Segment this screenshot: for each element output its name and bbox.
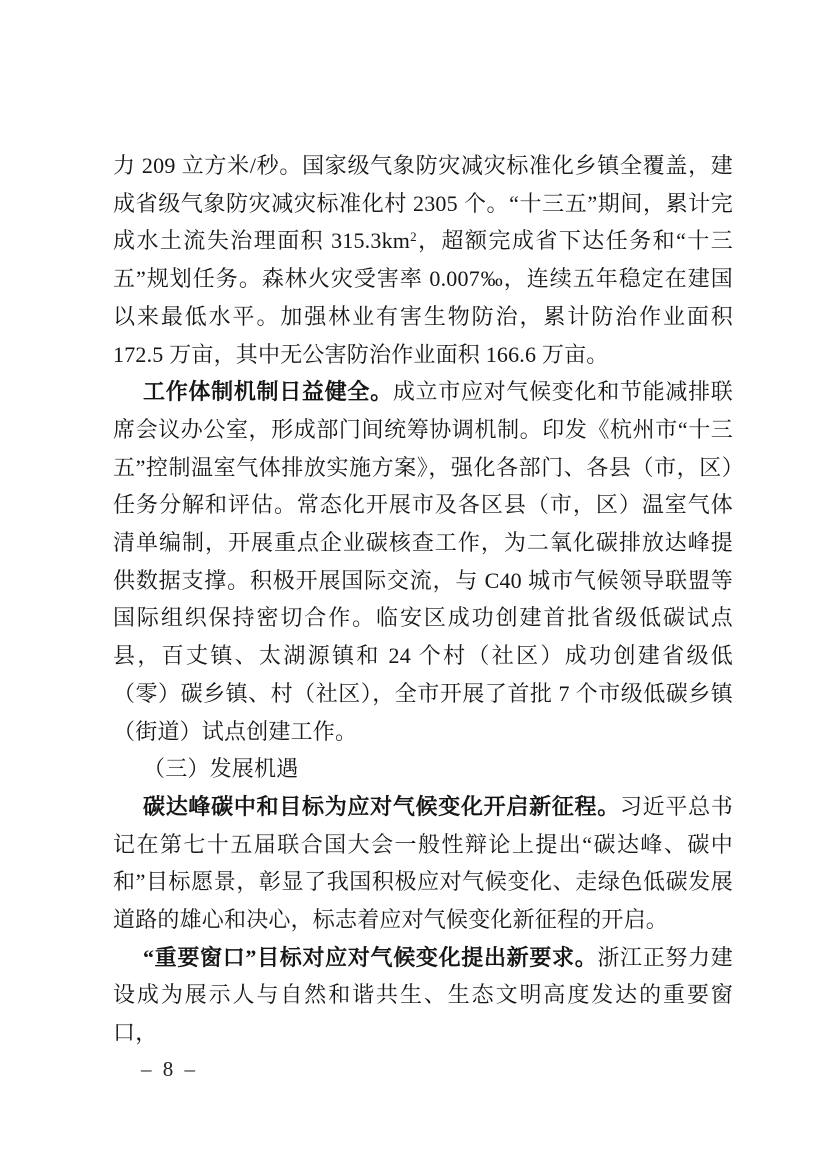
superscript-2: 2: [410, 229, 417, 245]
page-number: – 8 –: [141, 1057, 198, 1081]
paragraph-important-window: [113, 939, 733, 1052]
paragraph-work-mechanism: [113, 373, 733, 750]
bold-lead-sentence: 工作体制机制日益健全。: [143, 379, 393, 405]
paragraph-achievements: [113, 147, 733, 373]
heading-development-opportunities: [113, 750, 733, 788]
paragraph-text: 习近平总书记在第七十五届联合国大会一般性辩论上提出“碳达峰、碳中和”目标愿景，彰显了我国积极应对气候变化、走绿色低碳发展道路的雄心和决心，标志着应对气候变化新征程的开启。: [113, 793, 733, 933]
bold-lead-sentence: “重要窗口”目标对应对气候变化提出新要求。: [143, 944, 598, 970]
paragraph-text: 力 209 立方米/秒。国家级气象防灾减灾标准化乡镇全覆盖，建成省级气象防灾减灾标准化村 2305 个。“十三五”期间，累计完成水土流失治理面积 315.3km: [113, 153, 733, 254]
heading-text: （三）发展机遇: [143, 756, 299, 782]
bold-lead-sentence: 碳达峰碳中和目标为应对气候变化开启新征程。: [143, 793, 620, 819]
paragraph-text: 浙江正努力建设成为展示人与自然和谐共生、生态文明高度发达的重要窗口，: [113, 944, 733, 1046]
paragraph-text: 成立市应对气候变化和节能减排联席会议办公室，形成部门间统筹协调机制。印发《杭州市“十三五”控制温室气体排放实施方案》，强化各部门、各县（市，区）任务分解和评估。常态化开展市及各区县（市，区）温室气体清单编制，开展重点企业碳核查工作，为二氧化碳排放达峰提供数据支撑。积极开展国际交流，与 C40 城市气候领导联盟等国际组织保持密切合作。临安区成功创建首批省级低碳试点县，百丈镇、太湖源镇和 24 个村（社区）成功创建省级低（零）碳乡镇、村（社区），全市开展了首批 7 个市级低碳乡镇（街道）试点创建工作。: [113, 379, 733, 744]
paragraph-carbon-peak-neutrality: [113, 788, 733, 939]
paragraph-text: ，超额完成省下达任务和“十三五”规划任务。森林火灾受害率 0.007‰，连续五年稳定在建国以来最低水平。加强林业有害生物防治，累计防治作业面积 172.5 万亩，其中无公害防治作业面积 166.6 万亩。: [113, 228, 733, 367]
document-body: [113, 147, 733, 1052]
